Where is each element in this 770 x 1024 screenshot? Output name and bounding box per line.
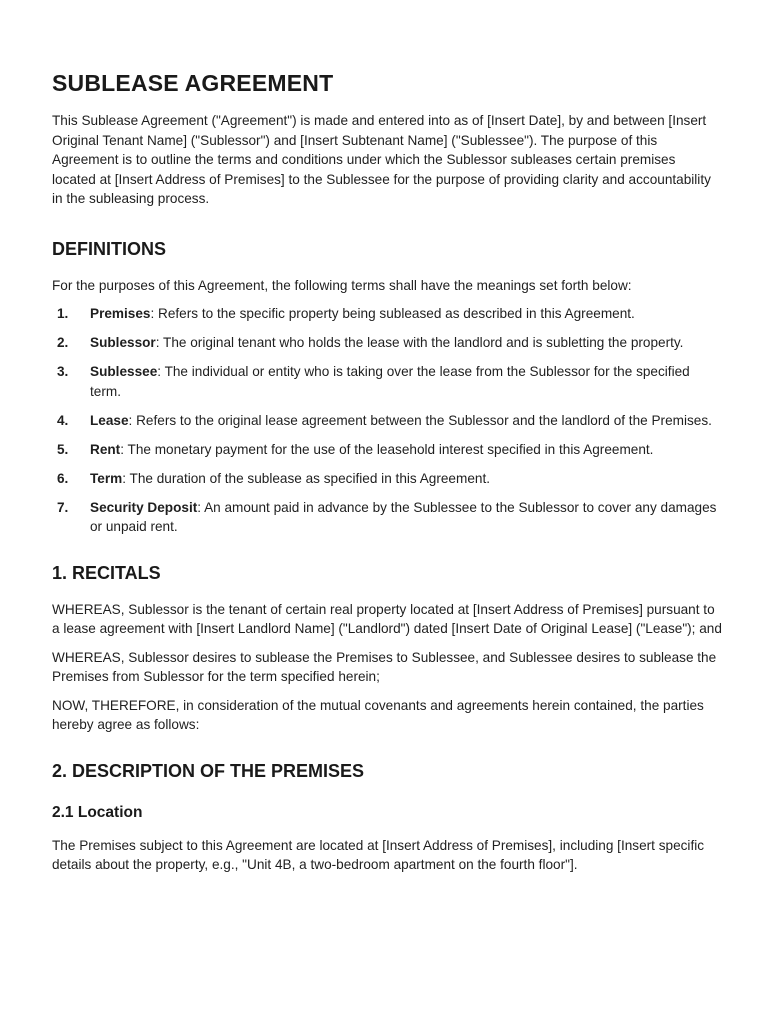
definition-item — [52, 440, 722, 460]
definition-text: : Refers to the specific property being subleased as described in this Agreement. — [150, 306, 635, 321]
definition-item — [52, 362, 722, 401]
definition-term: Premises — [90, 306, 151, 321]
definition-number: 4. — [57, 412, 69, 428]
definition-number: 5. — [57, 441, 69, 457]
definition-term: Lease — [90, 412, 129, 428]
definition-number: 6. — [57, 470, 69, 486]
definition-item — [52, 333, 722, 353]
definition-term: Sublessor — [90, 335, 156, 350]
definition-text: : The original tenant who holds the lease with the landlord and is subletting the property. — [155, 335, 684, 350]
document-title: SUBLEASE AGREEMENT — [52, 70, 334, 96]
definition-number: 7. — [57, 499, 69, 515]
definitions-lead: For the purposes of this Agreement, the following terms shall have the meanings set forth below: — [52, 277, 632, 293]
definition-item — [52, 469, 722, 489]
intro-paragraph: This Sublease Agreement ("Agreement") is made and entered into as of [Insert Date], by and between [Insert Original Tenant Name] ("Sublessor") and [Insert Subtenant Name] ("Sublessee"). The purpose of this Agreement is to outline the terms and conditions under which the Sublessor subleases certain premises located at [Insert Address of Premises] to the Sublessee for the purpose of providing clarity and accountability in the subleasing process. — [52, 113, 711, 206]
definition-number: 3. — [57, 364, 69, 379]
definition-term: Term — [90, 470, 123, 486]
definition-text: : The duration of the sublease as specified in this Agreement. — [122, 470, 490, 486]
location-subheading: 2.1 Location — [52, 803, 143, 821]
definition-term: Rent — [90, 441, 121, 457]
definitions-heading: DEFINITIONS — [52, 238, 167, 259]
recitals-paragraph: NOW, THEREFORE, in consideration of the mutual covenants and agreements herein contained, the parties hereby agree as follows: — [52, 697, 704, 732]
definition-item — [52, 498, 722, 537]
definition-text: : Refers to the original lease agreement between the Sublessor and the landlord of the Premises. — [128, 412, 712, 428]
recitals-paragraph: WHEREAS, Sublessor is the tenant of certain real property located at [Insert Address of Premises] pursuant to a lease agreement with [Insert Landlord Name] ("Landlord") dated [Insert Date of Original Lease] ("Lease"); and — [52, 601, 722, 636]
location-paragraph: The Premises subject to this Agreement are located at [Insert Address of Premises], including [Insert specific details about the property, e.g., "Unit 4B, a two-bedroom apartment on the fourth floor"]. — [52, 837, 705, 872]
definition-item — [52, 411, 722, 431]
definition-item — [52, 304, 722, 324]
definition-text: : The monetary payment for the use of the leasehold interest specified in this Agreement. — [120, 441, 654, 457]
definition-term: Security Deposit — [90, 499, 198, 515]
definition-number: 1. — [57, 306, 69, 321]
definitions-list — [52, 304, 722, 537]
definition-term: Sublessee — [90, 364, 158, 379]
premises-heading: 2. DESCRIPTION OF THE PREMISES — [52, 760, 365, 781]
definition-text: : The individual or entity who is taking over the lease from the Sublessor for the specified term. — [90, 364, 690, 399]
recitals-paragraph: WHEREAS, Sublessor desires to sublease the Premises to Sublessee, and Sublessee desires to sublease the Premises from Sublessor for the term specified herein; — [52, 649, 717, 684]
definition-number: 2. — [57, 335, 69, 350]
recitals-heading: 1. RECITALS — [52, 562, 161, 583]
definition-text: : An amount paid in advance by the Sublessee to the Sublessor to cover any damages or unpaid rent. — [90, 499, 717, 534]
